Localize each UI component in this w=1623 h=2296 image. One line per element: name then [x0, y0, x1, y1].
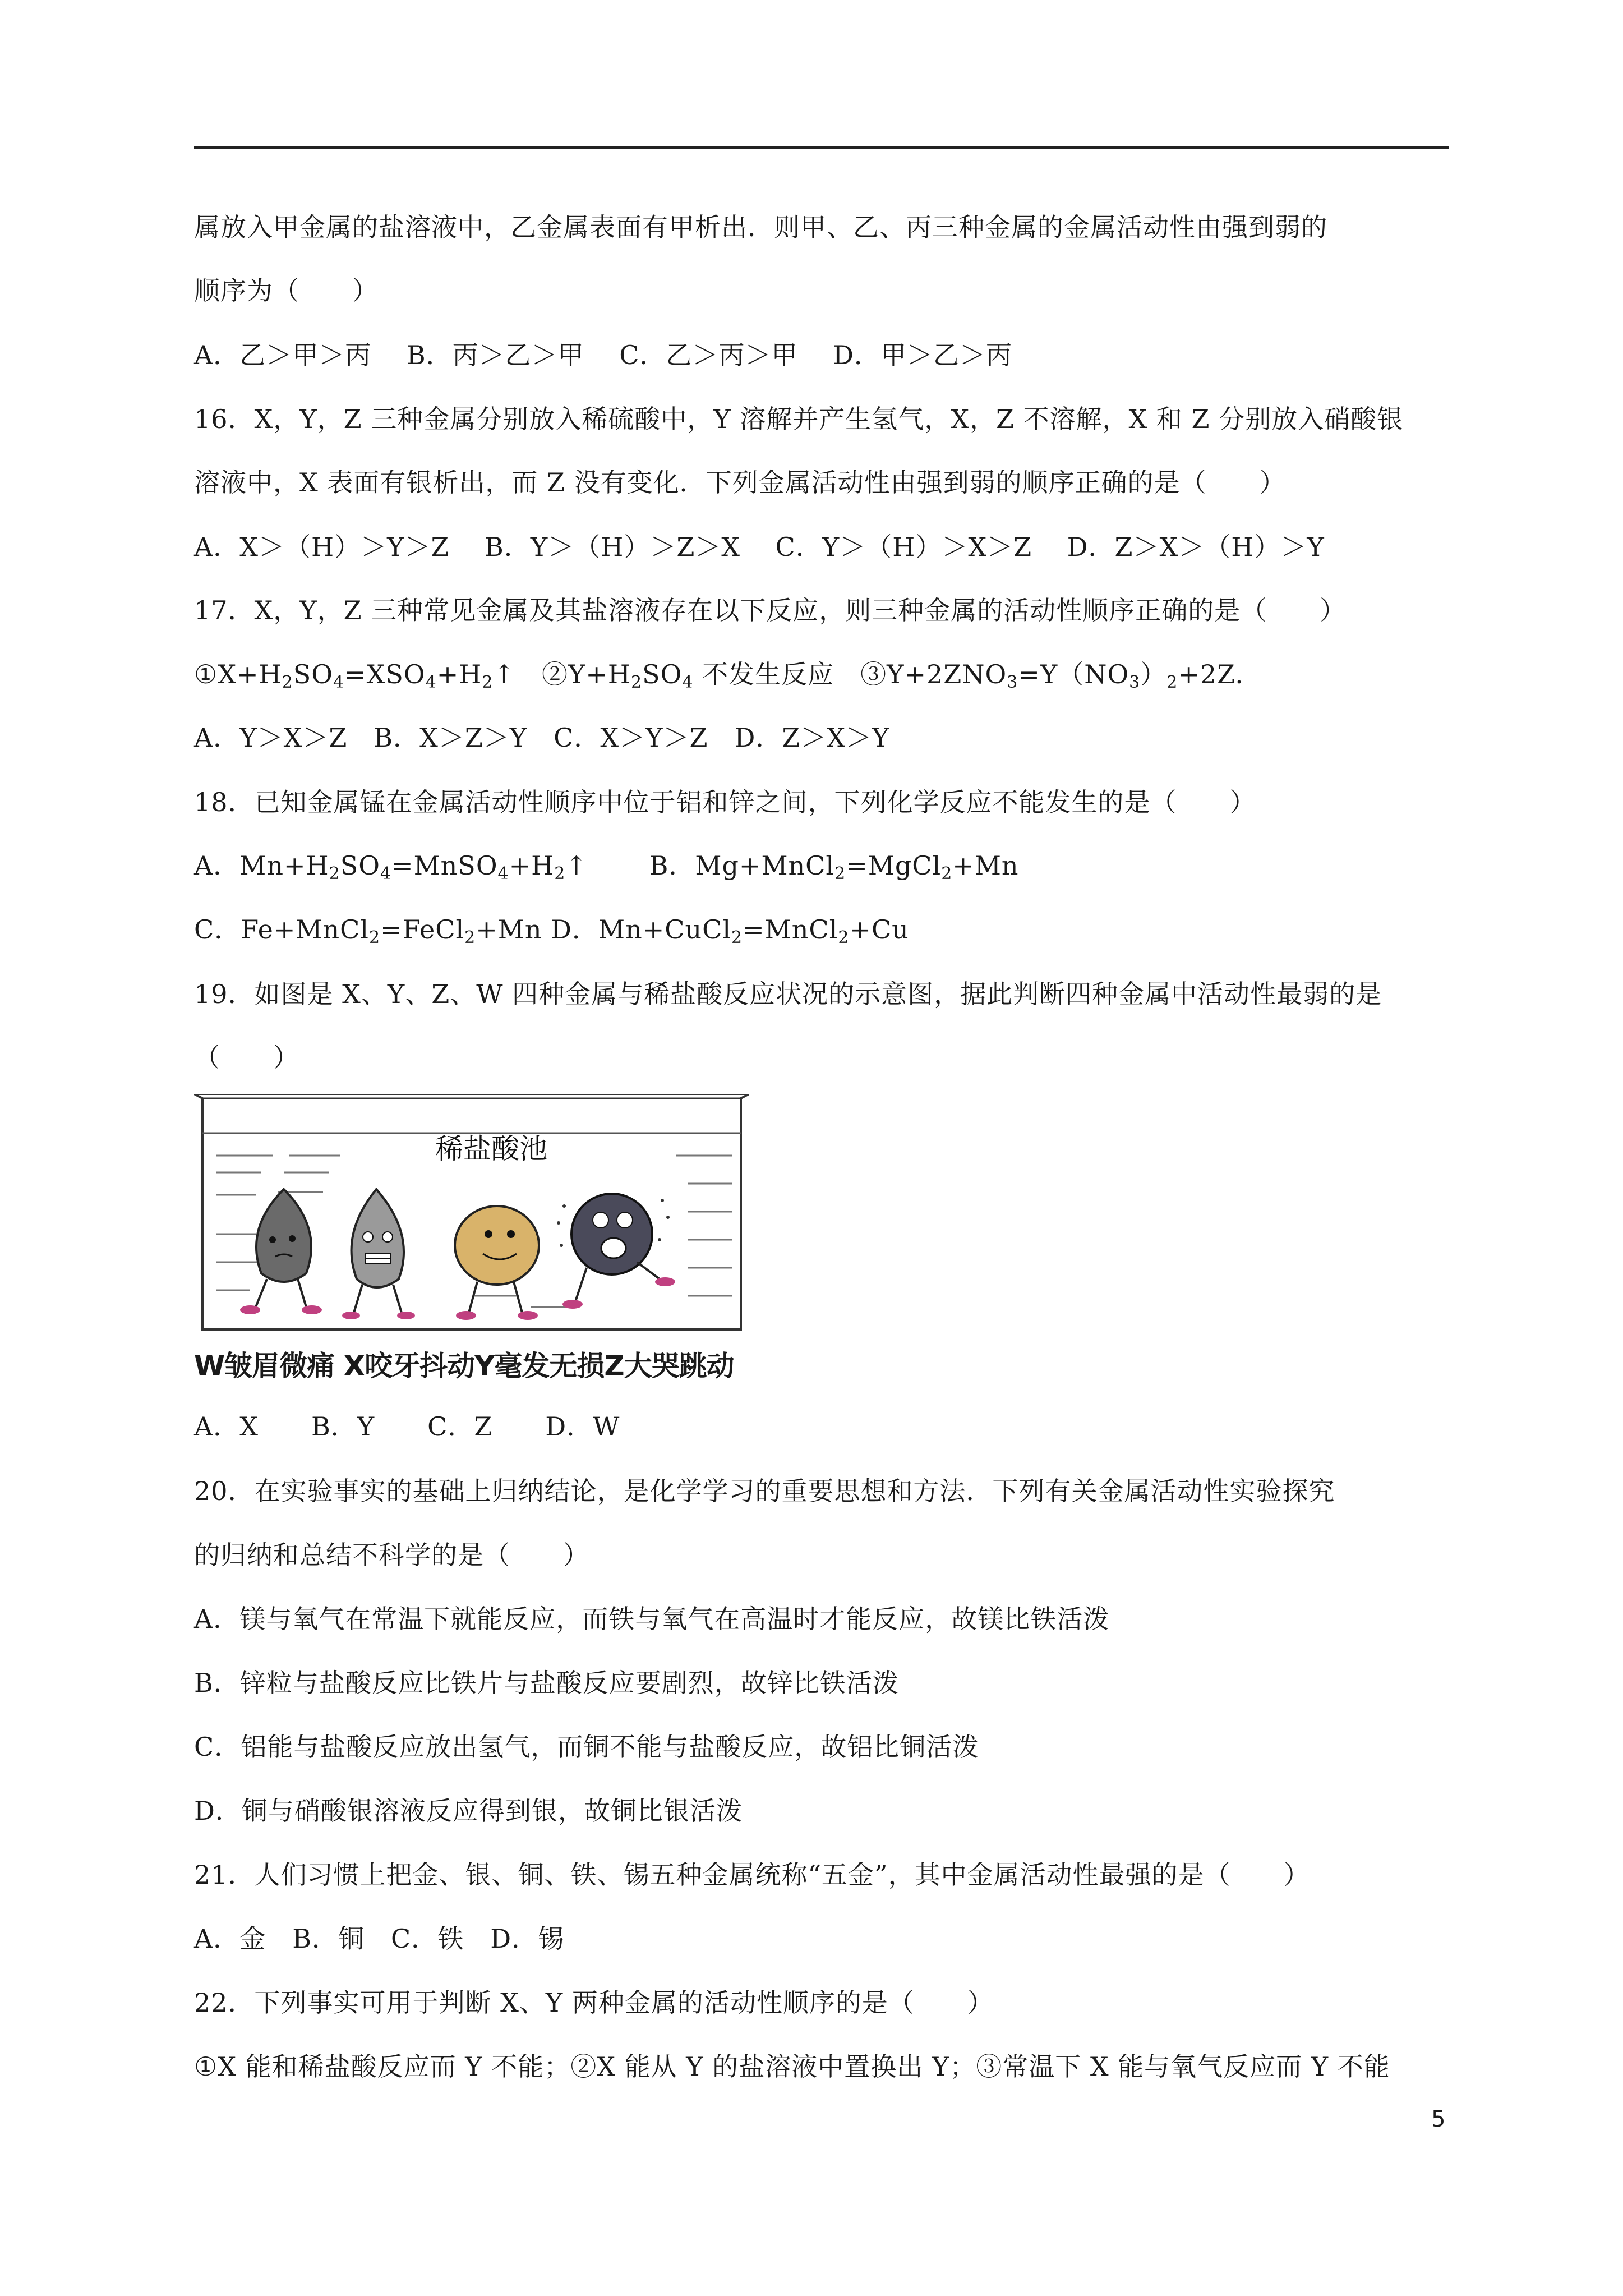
header-rule [194, 146, 1449, 149]
q20-option-b: B．锌粒与盐酸反应比铁片与盐酸反应要剧烈，故锌比铁活泼 [194, 1668, 899, 1698]
q20-stem-line2: 的归纳和总结不科学的是（ ） [194, 1540, 589, 1570]
q20-option-d: D．铜与硝酸银溶液反应得到银，故铜比银活泼 [194, 1796, 743, 1826]
q16-options: A．X＞（H）＞Y＞Z B．Y＞（H）＞Z＞X C．Y＞（H）＞X＞Z D．Z＞X＞（H）＞Y [194, 532, 1325, 562]
q18-stem: 18．已知金属锰在金属活动性顺序中位于铝和锌之间，下列化学反应不能发生的是（ ） [194, 787, 1256, 817]
q21-stem: 21．人们习惯上把金、银、铜、铁、锡五种金属统称“五金”，其中金属活动性最强的是（ ） [194, 1860, 1310, 1890]
page-number: 5 [1431, 2106, 1446, 2132]
q18-option-c-d: C．Fe+MnCl$_2$=FeCl$_2$+Mn D．Mn+CuCl$_2$=MnCl$_2$+Cu [194, 914, 909, 947]
metal-w-character [240, 1189, 322, 1314]
q17-options: A．Y＞X＞Z B．X＞Z＞Y C．X＞Y＞Z D．Z＞X＞Y [194, 723, 890, 753]
q16-stem-line2: 溶液中，X 表面有银析出，而 Z 没有变化．下列金属活动性由强到弱的顺序正确的是（ ） [194, 467, 1286, 498]
q19-options: A．X B．Y C．Z D．W [194, 1411, 620, 1442]
figure-caption: W皱眉微痛 X咬牙抖动Y毫发无损Z大哭跳动 [194, 1350, 734, 1382]
tank-label: 稀盐酸池 [435, 1133, 547, 1165]
q19-stem: 19．如图是 X、Y、Z、W 四种金属与稀盐酸反应状况的示意图，据此判断四种金属中活动性最弱的是 [194, 979, 1382, 1009]
q21-options: A．金 B．铜 C．铁 D．锡 [194, 1924, 565, 1954]
q19-paren: （ ） [194, 1042, 299, 1073]
q22-facts: ①X 能和稀盐酸反应而 Y 不能；②X 能从 Y 的盐溶液中置换出 Y；③常温下 X 能与氧气反应而 Y 不能 [194, 2051, 1390, 2082]
metal-x-character [342, 1189, 415, 1319]
q20-option-a: A．镁与氧气在常温下就能反应，而铁与氧气在高温时才能反应，故镁比铁活泼 [194, 1604, 1110, 1634]
q17-reactions: $①X+H_2SO_4=XSO_4+H_2↑$ $②Y+H_2SO_4$ 不发生反应 $③Y+2ZNO_3=Y(NO_3)_2+2Z$. [194, 659, 1244, 692]
q22-stem: 22．下列事实可用于判断 X、Y 两种金属的活动性顺序的是（ ） [194, 1987, 994, 2018]
q18-option-a-b: A．$Mn+H_2SO_4=MnSO_4+H_2↑$ B．Mg+MnCl$_2$=MgCl$_2$+Mn [194, 850, 1019, 884]
metal-z-character [557, 1194, 675, 1309]
q20-stem-line1: 20．在实验事实的基础上归纳结论，是化学学习的重要思想和方法．下列有关金属活动性实验探究 [194, 1476, 1335, 1506]
q15-options: A．乙＞甲＞丙 B．丙＞乙＞甲 C．乙＞丙＞甲 D．甲＞乙＞丙 [194, 340, 1012, 370]
q17-stem: 17．X，Y，Z 三种常见金属及其盐溶液存在以下反应，则三种金属的活动性顺序正确的是（ ） [194, 595, 1347, 625]
q15-stem-line1: 属放入甲金属的盐溶液中，乙金属表面有甲析出．则甲、乙、丙三种金属的金属活动性由强到弱的 [194, 212, 1327, 242]
q20-option-c: C．铝能与盐酸反应放出氢气，而铜不能与盐酸反应，故铝比铜活泼 [194, 1732, 979, 1762]
metal-y-character [455, 1206, 539, 1320]
q15-stem-line2: 顺序为（ ） [194, 275, 379, 306]
q16-stem-line1: 16．X，Y，Z 三种金属分别放入稀硫酸中，Y 溶解并产生氢气，X，Z 不溶解，X 和 Z 分别放入硝酸银 [194, 404, 1404, 434]
